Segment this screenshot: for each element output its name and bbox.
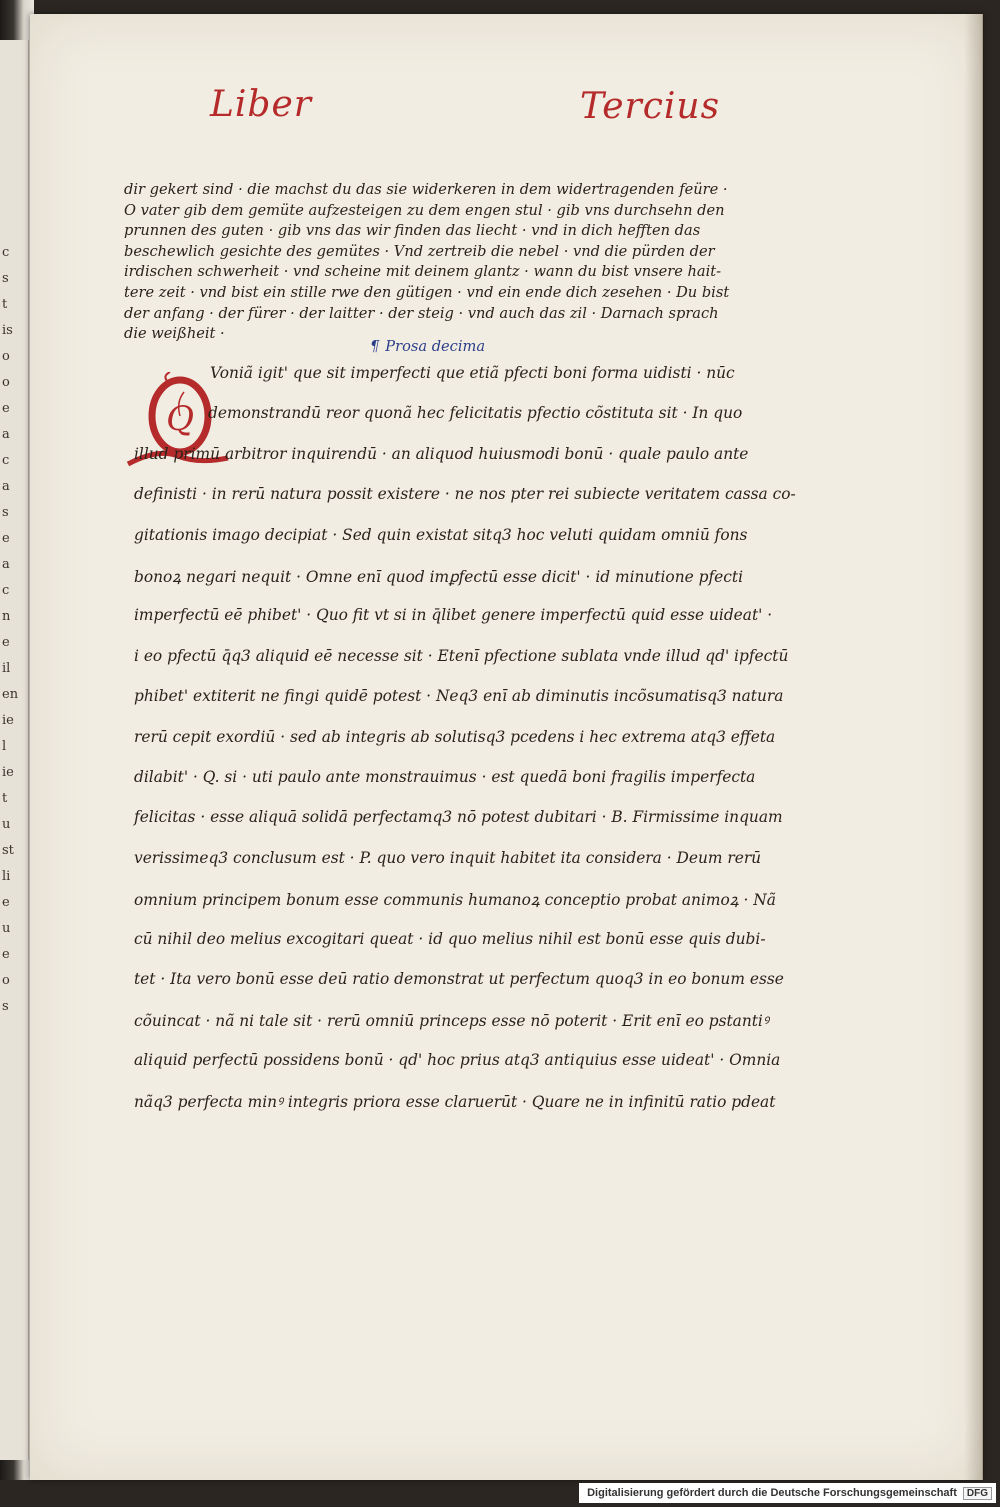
latin-line: cõuincat · nã ni tale sit · rerū omniū princeps esse nō poterit · Erit enī eo pstantiꝰ bbox=[134, 1012, 769, 1031]
left-page-fragment: st bbox=[2, 843, 14, 858]
section-title: Prosa decima bbox=[385, 338, 486, 355]
running-head-right: Tercius bbox=[580, 86, 721, 127]
footer-credit: Digitalisierung gefördert durch die Deutsche Forschungsgemeinschaft bbox=[587, 1487, 957, 1499]
latin-line: cū nihil deo melius excogitari queat · id quo melius nihil est bonū esse quis dubi- bbox=[134, 929, 766, 948]
left-page-edge bbox=[0, 40, 29, 1460]
vernacular-text-block bbox=[124, 180, 764, 345]
latin-line: nãq3 perfecta minꝰ integris priora esse claruerūt · Quare ne in infinitū ratio pdeat bbox=[134, 1093, 776, 1112]
latin-line: verissimeq3 conclusum est · P. quo vero inquit habitet ita considera · Deum rerū bbox=[134, 848, 762, 867]
digitization-footer bbox=[579, 1483, 996, 1503]
dfg-logo: DFG bbox=[963, 1487, 992, 1500]
latin-line: bonoꝝ negari nequit · Omne enī quod imꝑfectū esse dicit' · id minutione pfecti bbox=[134, 568, 743, 586]
left-page-fragment: is bbox=[2, 323, 13, 338]
left-page-fragment: a bbox=[2, 557, 10, 572]
left-page-fragment: s bbox=[2, 505, 9, 520]
vernacular-line: prunnen des guten · gib vns das wir finden das liecht · vnd in dich hefften das bbox=[124, 222, 701, 240]
left-page-fragment: e bbox=[2, 531, 10, 546]
latin-line: tet · Ita vero bonū esse deū ratio demonstrat ut perfectum quoq3 in eo bonum esse bbox=[134, 970, 784, 988]
latin-line: dilabit' · Q. si · uti paulo ante monstrauimus · est quedā boni fragilis imperfecta bbox=[134, 768, 756, 786]
manuscript-page bbox=[30, 14, 983, 1480]
latin-line: gitationis imago decipiat · Sed quin existat sitq3 hoc veluti quidam omniū fons bbox=[134, 525, 748, 544]
left-page-fragment: t bbox=[2, 791, 8, 806]
latin-line: aliquid perfectū possidens bonū · qd' hoc prius atq3 antiquius esse uideat' · Omnia bbox=[134, 1050, 781, 1069]
left-page-fragment: il bbox=[2, 661, 11, 676]
left-page-fragment: e bbox=[2, 947, 10, 962]
left-page-fragment: e bbox=[2, 401, 10, 416]
left-page-fragment: l bbox=[2, 739, 7, 754]
left-page-fragment: o bbox=[2, 349, 10, 364]
vernacular-line: irdischen schwerheit · vnd scheine mit deinem glantz · wann du bist vnsere hait- bbox=[124, 263, 722, 281]
vernacular-line: beschewlich gesichte des gemütes · Vnd zertreib die nebel · vnd die pürden der bbox=[124, 242, 715, 260]
latin-line: phibet' extiterit ne fingi quidē potest · Neq3 enī ab diminutis incõsumatisq3 natura bbox=[134, 687, 784, 706]
left-page-fragments bbox=[2, 240, 26, 1240]
left-page-fragment: c bbox=[2, 583, 10, 598]
latin-line: Voniã igit' que sit imperfecti que etiã pfecti boni forma uidisti · nūc bbox=[210, 364, 735, 382]
running-head-left: Liber bbox=[210, 84, 312, 125]
left-page-fragment: o bbox=[2, 375, 10, 390]
page-edge-shadow bbox=[964, 14, 982, 1480]
vernacular-line: tere zeit · vnd bist ein stille rwe den gütigen · vnd ein ende dich zesehen · Du bist bbox=[124, 283, 730, 301]
vernacular-line: der anfang · der fürer · der laitter · der steig · vnd auch das zil · Darnach sprach bbox=[124, 304, 719, 322]
latin-line: rerū cepit exordiū · sed ab integris ab solutisq3 pcedens i hec extrema atq3 effeta bbox=[134, 727, 776, 746]
initial-letter: Q bbox=[166, 399, 194, 439]
latin-line: illud primū arbitror inquirendū · an aliquod huiusmodi bonū · quale paulo ante bbox=[134, 444, 749, 463]
vernacular-line: O vater gib dem gemüte aufzesteigen zu dem engen stul · gib vns durchsehn den bbox=[124, 201, 725, 219]
left-page-fragment: t bbox=[2, 297, 8, 312]
latin-line: demonstrandū reor quonã hec felicitatis pfectio cõstituta sit · In quo bbox=[208, 404, 743, 423]
vernacular-line: die weißheit · bbox=[124, 325, 225, 343]
latin-line: i eo pfectū q̄q3 aliquid eē necesse sit · Etenī pfectione sublata vnde illud qd' ipfectū bbox=[134, 646, 789, 665]
left-page-fragment: s bbox=[2, 999, 9, 1014]
latin-line: imperfectū eē phibet' · Quo fit vt si in q̄libet genere imperfectū quid esse uideat' · bbox=[134, 606, 773, 625]
left-page-fragment: o bbox=[2, 973, 10, 988]
left-page-fragment: li bbox=[2, 869, 11, 884]
latin-line: omnium principem bonum esse communis humanoꝝ conceptio probat animoꝝ · Nã bbox=[134, 891, 776, 910]
latin-line: definisti · in rerū natura possit existere · ne nos pter rei subiecte veritatem cassa co- bbox=[134, 485, 796, 504]
left-page-fragment: e bbox=[2, 635, 10, 650]
left-page-fragment: s bbox=[2, 271, 9, 286]
pilcrow-icon: ¶ bbox=[370, 338, 380, 355]
left-page-fragment: a bbox=[2, 479, 10, 494]
latin-line: felicitas · esse aliquā solidā perfectamq3 nō potest dubitari · B. Firmissime inquam bbox=[134, 808, 783, 827]
left-page-fragment: a bbox=[2, 427, 10, 442]
left-page-fragment: n bbox=[2, 609, 11, 624]
left-page-fragment: ie bbox=[2, 713, 14, 728]
left-page-fragment: c bbox=[2, 453, 10, 468]
left-page-fragment: en bbox=[2, 687, 19, 702]
vernacular-line: dir gekert sind · die machst du das sie widerkeren in dem widertragenden feüre · bbox=[124, 181, 728, 198]
left-page-fragment: c bbox=[2, 245, 10, 260]
left-page-fragment: u bbox=[2, 921, 11, 936]
section-heading bbox=[370, 338, 485, 355]
left-page-fragment: u bbox=[2, 817, 11, 832]
left-page-fragment: e bbox=[2, 895, 10, 910]
left-page-fragment: ie bbox=[2, 765, 14, 780]
